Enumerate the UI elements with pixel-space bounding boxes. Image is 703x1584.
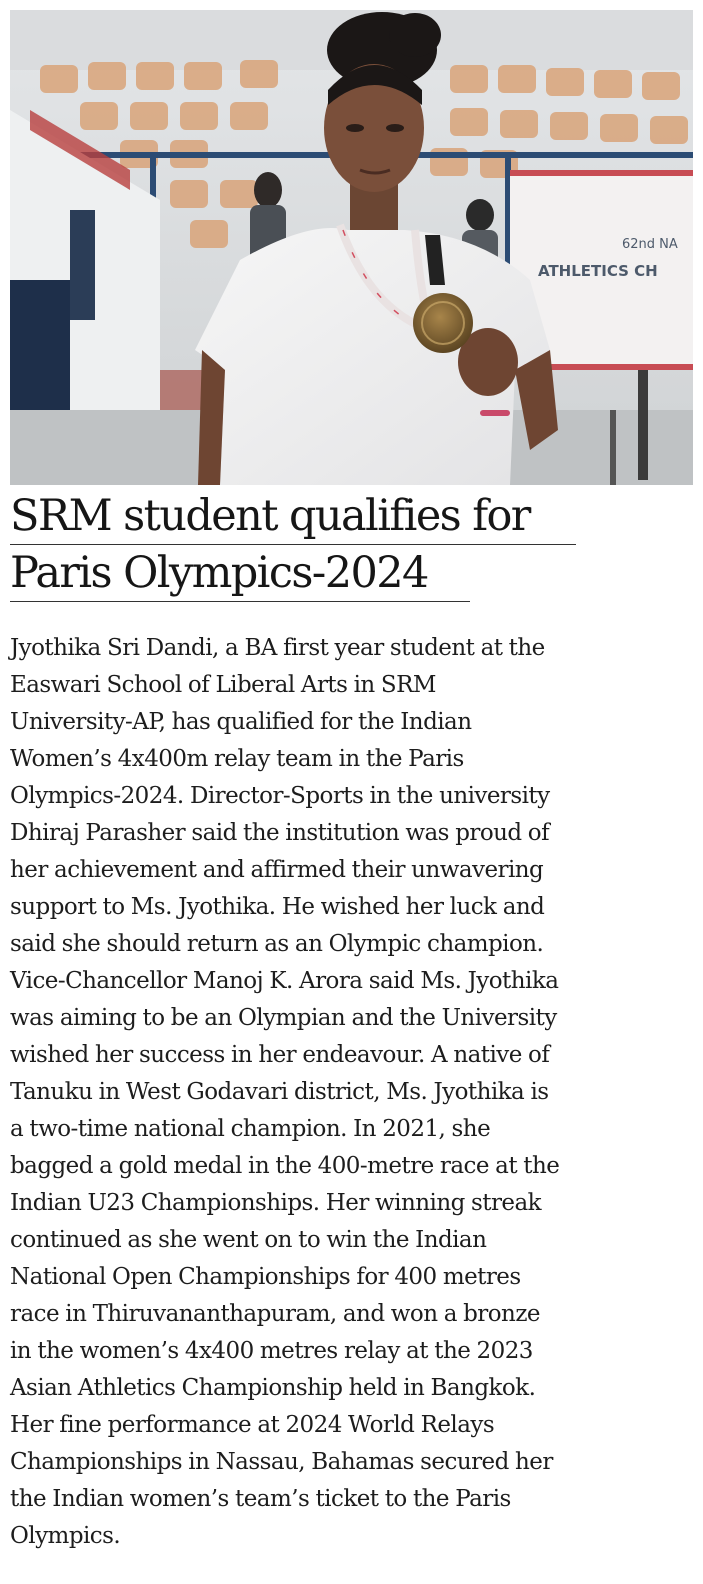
body-line: Asian Athletics Championship held in Bangkok. <box>10 1375 536 1401</box>
body-line: University-AP, has qualified for the Indian <box>10 709 472 735</box>
body-line: race in Thiruvananthapuram, and won a bronze <box>10 1301 540 1327</box>
headline-line-1: SRM student qualifies for <box>10 488 576 545</box>
body-line: Her fine performance at 2024 World Relays <box>10 1412 495 1438</box>
body-line: Championships in Nassau, Bahamas secured her <box>10 1449 553 1475</box>
article-body <box>10 630 696 1555</box>
body-line: continued as she went on to win the Indian <box>10 1227 487 1253</box>
body-line: Olympics-2024. Director-Sports in the university <box>10 783 550 809</box>
body-line: Indian U23 Championships. Her winning streak <box>10 1190 542 1216</box>
article-photo <box>10 10 693 485</box>
body-line: Easwari School of Liberal Arts in SRM <box>10 672 436 698</box>
banner-text-line2: ATHLETICS CH <box>538 262 658 280</box>
body-line: Olympics. <box>10 1523 121 1549</box>
body-line: Women’s 4x400m relay team in the Paris <box>10 746 464 772</box>
body-line: her achievement and affirmed their unwavering <box>10 857 544 883</box>
banner-text-line1: 62nd NA <box>622 237 678 252</box>
body-line: support to Ms. Jyothika. He wished her luck and <box>10 894 545 920</box>
article-headline <box>10 488 693 602</box>
body-line: bagged a gold medal in the 400-metre race at the <box>10 1153 560 1179</box>
headline-line-2: Paris Olympics-2024 <box>10 545 470 602</box>
body-line: said she should return as an Olympic champion. <box>10 931 544 957</box>
body-line: Jyothika Sri Dandi, a BA first year student at the <box>10 635 545 661</box>
body-line: Tanuku in West Godavari district, Ms. Jyothika is <box>10 1079 549 1105</box>
body-line: Dhiraj Parasher said the institution was proud of <box>10 820 550 846</box>
body-line: wished her success in her endeavour. A native of <box>10 1042 550 1068</box>
body-line: a two-time national champion. In 2021, she <box>10 1116 491 1142</box>
body-line: in the women’s 4x400 metres relay at the 2023 <box>10 1338 533 1364</box>
body-line: the Indian women’s team’s ticket to the Paris <box>10 1486 511 1512</box>
body-line: was aiming to be an Olympian and the University <box>10 1005 557 1031</box>
medal-icon <box>413 293 473 353</box>
body-line: National Open Championships for 400 metres <box>10 1264 521 1290</box>
body-line: Vice-Chancellor Manoj K. Arora said Ms. Jyothika <box>10 968 559 994</box>
